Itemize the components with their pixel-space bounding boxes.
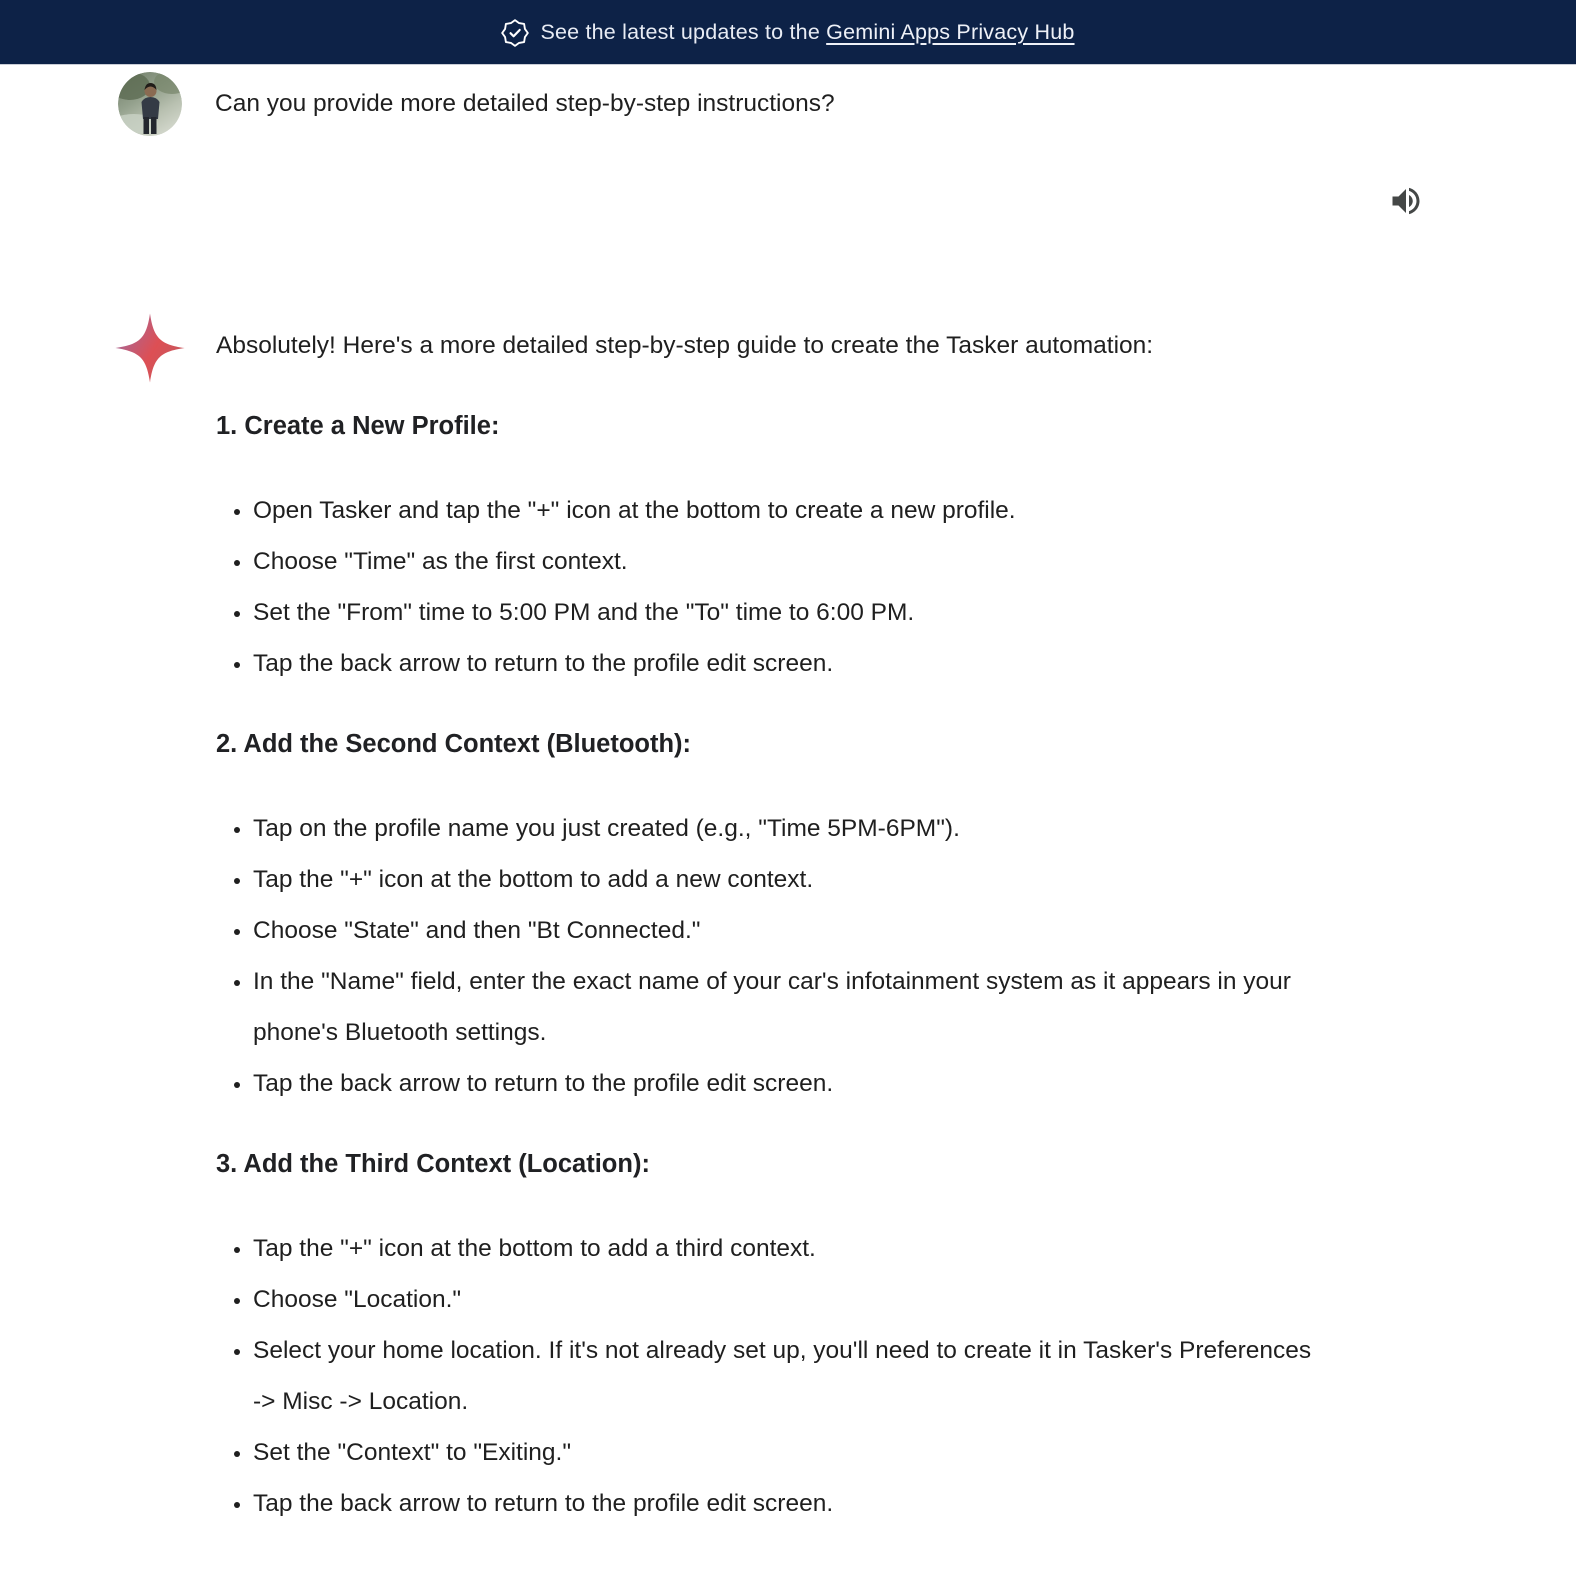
read-aloud-button[interactable]	[1386, 182, 1426, 222]
bullet-item: • Tap on the profile name you just created (e.g., "Time 5PM-6PM").	[253, 803, 1316, 854]
model-message-content	[216, 312, 1316, 1529]
response-intro: Absolutely! Here's a more detailed step-by-step guide to create the Tasker automation:	[216, 332, 1154, 359]
bullet-item: • Set the "Context" to "Exiting."	[253, 1427, 1316, 1478]
bullet-item: • Tap the back arrow to return to the profile edit screen.	[253, 1478, 1316, 1529]
privacy-banner	[0, 0, 1576, 65]
bullet-item: • Tap the back arrow to return to the profile edit screen.	[253, 1058, 1316, 1109]
model-message	[118, 312, 1460, 1529]
bullet-item: • Choose "Location."	[253, 1274, 1316, 1325]
section-2-list	[216, 803, 1316, 1109]
user-message-text: Can you provide more detailed step-by-step instructions?	[215, 90, 835, 117]
banner-text-prefix: See the latest updates to the	[540, 19, 827, 44]
conversation	[0, 72, 1576, 1529]
section-3-heading: 3. Add the Third Context (Location):	[216, 1150, 650, 1178]
section-1-list	[216, 485, 1316, 689]
badge-check-icon	[501, 19, 529, 47]
bullet-item: • Tap the "+" icon at the bottom to add a third context.	[253, 1223, 1316, 1274]
bullet-item: • Choose "Time" as the first context.	[253, 536, 1316, 587]
bullet-item: • Tap the "+" icon at the bottom to add a new context.	[253, 854, 1316, 905]
section-2-heading: 2. Add the Second Context (Bluetooth):	[216, 730, 692, 758]
speaker-icon	[1388, 183, 1424, 222]
gemini-sparkle-icon	[114, 312, 186, 384]
section-1-heading: 1. Create a New Profile:	[216, 412, 500, 440]
bullet-item: • Set the "From" time to 5:00 PM and the "To" time to 6:00 PM.	[253, 587, 1316, 638]
user-message	[118, 72, 1460, 136]
section-3-list	[216, 1223, 1316, 1529]
bullet-item: • In the "Name" field, enter the exact name of your car's infotainment system as it appears in your phone's Bluetooth settings.	[253, 956, 1316, 1058]
bullet-item: • Select your home location. If it's not already set up, you'll need to create it in Tasker's Preferences -> Misc -> Location.	[253, 1325, 1316, 1427]
banner-text	[540, 20, 1074, 45]
user-avatar[interactable]	[118, 72, 182, 136]
bullet-item: • Choose "State" and then "Bt Connected."	[253, 905, 1316, 956]
tts-row	[118, 182, 1460, 222]
privacy-hub-link[interactable]: Gemini Apps Privacy Hub	[826, 19, 1075, 44]
bullet-item: • Open Tasker and tap the "+" icon at the bottom to create a new profile.	[253, 485, 1316, 536]
bullet-item: • Tap the back arrow to return to the profile edit screen.	[253, 638, 1316, 689]
